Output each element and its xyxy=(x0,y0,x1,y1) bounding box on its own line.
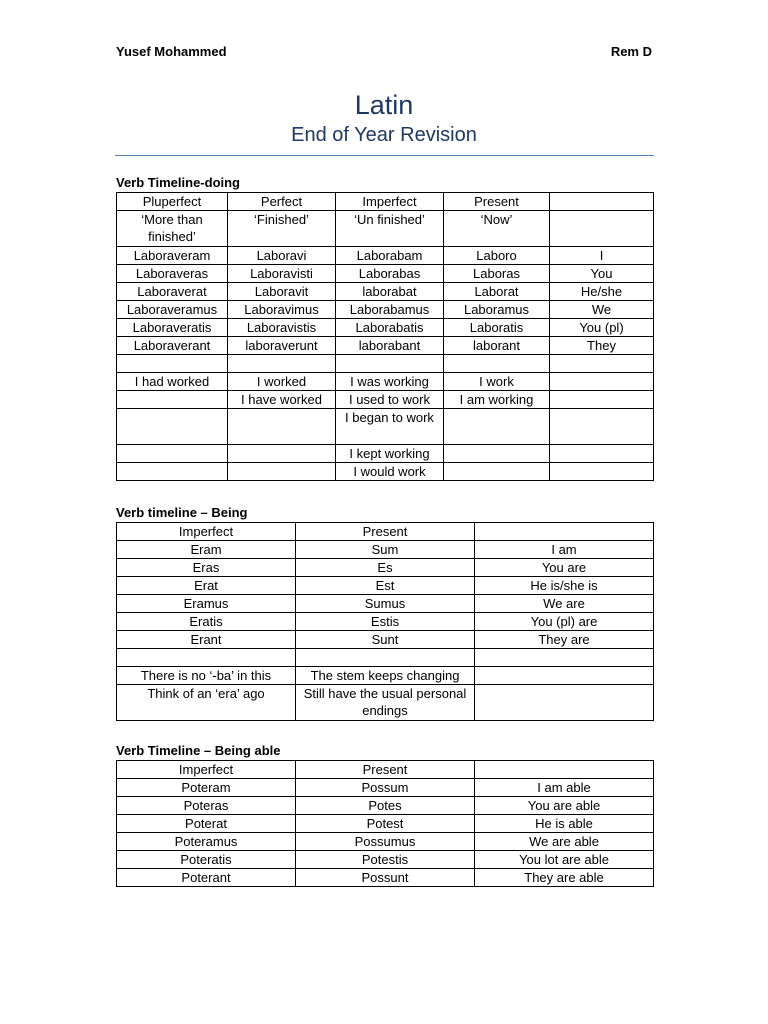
table-cell: ‘Un finished’ xyxy=(336,211,444,247)
table-cell: They are xyxy=(475,631,654,649)
table-cell: There is no ‘-ba’ in this xyxy=(117,667,296,685)
table-cell xyxy=(475,667,654,685)
table-cell: Eras xyxy=(117,559,296,577)
table-cell: They are able xyxy=(475,869,654,887)
table-row xyxy=(117,667,654,685)
table-cell: Poteramus xyxy=(117,833,296,851)
table-row xyxy=(117,283,654,301)
table-row xyxy=(117,869,654,887)
table-row xyxy=(117,851,654,869)
table-cell: Imperfect xyxy=(117,761,296,779)
table-cell xyxy=(475,523,654,541)
table-cell: I am xyxy=(475,541,654,559)
table-row xyxy=(117,445,654,463)
table-cell: laborabat xyxy=(336,283,444,301)
page-title: Latin xyxy=(354,90,414,120)
table-cell: Eramus xyxy=(117,595,296,613)
table-row xyxy=(117,649,654,667)
table-cell xyxy=(117,649,296,667)
page-subtitle: End of Year Revision xyxy=(291,124,477,146)
table-cell: I worked xyxy=(228,373,336,391)
table-cell: You (pl) xyxy=(550,319,654,337)
table-cell xyxy=(336,355,444,373)
table-cell xyxy=(444,355,550,373)
table-cell xyxy=(475,649,654,667)
table-row xyxy=(117,833,654,851)
title-divider xyxy=(115,155,654,156)
table-cell: Laboraveramus xyxy=(117,301,228,319)
table-cell: Eram xyxy=(117,541,296,559)
table-cell: Poteram xyxy=(117,779,296,797)
table-cell: ‘Now’ xyxy=(444,211,550,247)
table-cell: Laboravimus xyxy=(228,301,336,319)
table-cell xyxy=(228,355,336,373)
table-cell: I am able xyxy=(475,779,654,797)
table-cell: ‘Finished’ xyxy=(228,211,336,247)
table-row xyxy=(117,523,654,541)
table-cell: Laboravit xyxy=(228,283,336,301)
table-doing xyxy=(116,192,654,481)
table-row xyxy=(117,319,654,337)
table-cell: Sum xyxy=(296,541,475,559)
table-row xyxy=(117,541,654,559)
table-row xyxy=(117,211,654,247)
table-cell: We xyxy=(550,301,654,319)
table-row xyxy=(117,779,654,797)
table-row xyxy=(117,265,654,283)
table-cell: Laboraveratis xyxy=(117,319,228,337)
table-cell: Poteras xyxy=(117,797,296,815)
table-row xyxy=(117,577,654,595)
table-cell: Laboravisti xyxy=(228,265,336,283)
table-row xyxy=(117,337,654,355)
table-cell: Sumus xyxy=(296,595,475,613)
table-cell: laborabant xyxy=(336,337,444,355)
section-title-doing: Verb Timeline-doing xyxy=(116,175,241,190)
table-cell: Potest xyxy=(296,815,475,833)
table-cell: Erat xyxy=(117,577,296,595)
table-cell: He is/she is xyxy=(475,577,654,595)
table-cell xyxy=(296,649,475,667)
table-cell: I would work xyxy=(336,463,444,481)
table-cell: Poterant xyxy=(117,869,296,887)
table-cell: You are able xyxy=(475,797,654,815)
table-cell xyxy=(550,463,654,481)
table-cell: I began to work xyxy=(336,409,444,445)
table-cell: Imperfect xyxy=(117,523,296,541)
section-title-being: Verb timeline – Being xyxy=(116,505,248,520)
table-cell: I have worked xyxy=(228,391,336,409)
table-cell: I xyxy=(550,247,654,265)
table-cell: Imperfect xyxy=(336,193,444,211)
table-cell: Sunt xyxy=(296,631,475,649)
table-cell xyxy=(550,391,654,409)
table-cell: Laboraveram xyxy=(117,247,228,265)
table-cell: Laboraverat xyxy=(117,283,228,301)
table-cell: Eratis xyxy=(117,613,296,631)
table-cell: Present xyxy=(296,523,475,541)
table-cell: Es xyxy=(296,559,475,577)
table-cell: Possunt xyxy=(296,869,475,887)
table-row xyxy=(117,373,654,391)
table-cell: I had worked xyxy=(117,373,228,391)
table-cell: Laborabamus xyxy=(336,301,444,319)
table-cell xyxy=(444,409,550,445)
table-cell xyxy=(444,463,550,481)
table-cell xyxy=(550,445,654,463)
table-cell: Possumus xyxy=(296,833,475,851)
table-cell: Est xyxy=(296,577,475,595)
table-row xyxy=(117,613,654,631)
table-cell: We are able xyxy=(475,833,654,851)
table-cell: I was working xyxy=(336,373,444,391)
table-row xyxy=(117,409,654,445)
author-name: Yusef Mohammed xyxy=(116,44,227,59)
table-cell: We are xyxy=(475,595,654,613)
table-cell xyxy=(475,685,654,721)
table-being xyxy=(116,522,654,721)
table-cell: Laboravi xyxy=(228,247,336,265)
table-cell: Present xyxy=(296,761,475,779)
table-cell: Possum xyxy=(296,779,475,797)
table-cell: I used to work xyxy=(336,391,444,409)
table-cell xyxy=(550,193,654,211)
table-cell: Think of an ‘era’ ago xyxy=(117,685,296,721)
table-cell: Estis xyxy=(296,613,475,631)
table-cell: Poterat xyxy=(117,815,296,833)
table-cell: Laborabatis xyxy=(336,319,444,337)
table-row xyxy=(117,685,654,721)
table-cell: Laborat xyxy=(444,283,550,301)
table-cell: Laborabas xyxy=(336,265,444,283)
section-title-being-able: Verb Timeline – Being able xyxy=(116,743,281,758)
table-cell xyxy=(117,445,228,463)
table-row xyxy=(117,815,654,833)
table-cell: Present xyxy=(444,193,550,211)
table-cell: They xyxy=(550,337,654,355)
table-cell xyxy=(550,409,654,445)
table-cell: Pluperfect xyxy=(117,193,228,211)
table-cell xyxy=(228,445,336,463)
table-being-able xyxy=(116,760,654,887)
table-row xyxy=(117,631,654,649)
table-cell: The stem keeps changing xyxy=(296,667,475,685)
table-cell xyxy=(228,409,336,445)
table-cell: I kept working xyxy=(336,445,444,463)
class-name: Rem D xyxy=(610,44,652,59)
table-cell xyxy=(550,211,654,247)
table-cell: He/she xyxy=(550,283,654,301)
table-cell: laboraverunt xyxy=(228,337,336,355)
table-cell: ‘More than finished’ xyxy=(117,211,228,247)
table-cell xyxy=(550,373,654,391)
table-cell xyxy=(117,463,228,481)
table-cell: Laboravistis xyxy=(228,319,336,337)
table-cell: Laboraveras xyxy=(117,265,228,283)
table-cell xyxy=(444,445,550,463)
table-row xyxy=(117,761,654,779)
table-cell: Poteratis xyxy=(117,851,296,869)
table-cell: Laboratis xyxy=(444,319,550,337)
table-cell xyxy=(475,761,654,779)
table-cell: He is able xyxy=(475,815,654,833)
table-cell: I am working xyxy=(444,391,550,409)
table-cell: Laboro xyxy=(444,247,550,265)
table-cell: Potestis xyxy=(296,851,475,869)
table-cell: Laboras xyxy=(444,265,550,283)
table-cell: You are xyxy=(475,559,654,577)
table-cell xyxy=(117,355,228,373)
table-cell xyxy=(550,355,654,373)
table-cell: Laborabam xyxy=(336,247,444,265)
table-row xyxy=(117,463,654,481)
table-cell: Perfect xyxy=(228,193,336,211)
table-cell xyxy=(117,391,228,409)
table-cell xyxy=(228,463,336,481)
table-row xyxy=(117,559,654,577)
table-row xyxy=(117,355,654,373)
table-row xyxy=(117,797,654,815)
table-row xyxy=(117,247,654,265)
table-cell: You (pl) are xyxy=(475,613,654,631)
table-row xyxy=(117,391,654,409)
table-cell: Erant xyxy=(117,631,296,649)
table-row xyxy=(117,193,654,211)
table-cell xyxy=(117,409,228,445)
table-row xyxy=(117,301,654,319)
table-cell: You lot are able xyxy=(475,851,654,869)
table-cell: Laboramus xyxy=(444,301,550,319)
table-cell: laborant xyxy=(444,337,550,355)
table-cell: Potes xyxy=(296,797,475,815)
table-cell: I work xyxy=(444,373,550,391)
table-cell: Still have the usual personal endings xyxy=(296,685,475,721)
table-cell: You xyxy=(550,265,654,283)
table-cell: Laboraverant xyxy=(117,337,228,355)
table-row xyxy=(117,595,654,613)
